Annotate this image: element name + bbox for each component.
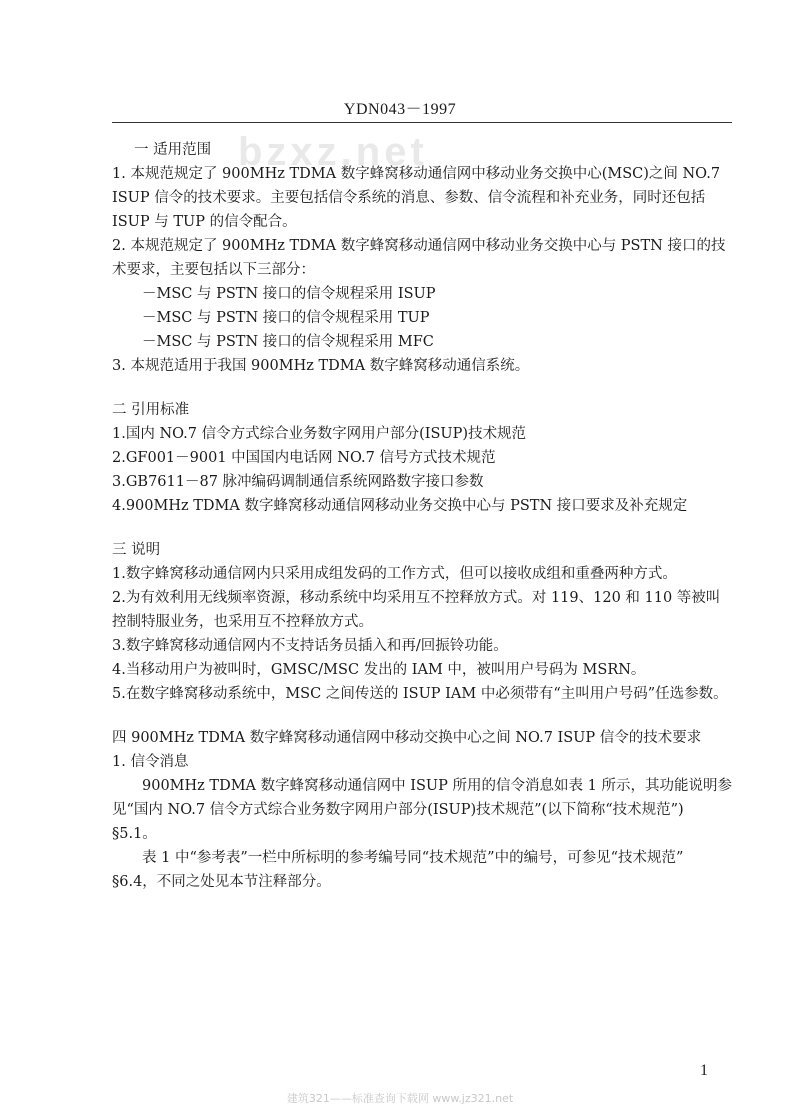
page-number: 1 xyxy=(700,1062,708,1079)
spacer xyxy=(112,378,732,398)
header-rule xyxy=(112,122,732,123)
section-2-title: 二 引用标准 xyxy=(112,402,190,418)
document-header: YDN043－1997 xyxy=(343,101,457,118)
note-item: 3.数字蜂窝移动通信网内不支持话务员插入和再/回振铃功能。 xyxy=(112,638,508,654)
reference-item: 2.GF001－9001 中国国内电话网 NO.7 信号方式技术规范 xyxy=(112,450,496,466)
section-1-paragraph-1: 1. 本规范规定了 900MHz TDMA 数字蜂窝移动通信网中移动业务交换中心(MSC)之间 NO.7 ISUP 信令的技术要求。主要包括信令系统的消息、参数、信令流程和补充业务，同时还包括 ISUP 与 TUP 的信令配合。 xyxy=(112,166,721,230)
section-4-paragraph-2: 表 1 中“参考表”一栏中所标明的参考编号同“技术规范”中的编号，可参见“技术规范” §6.4，不同之处见本节注释部分。 xyxy=(112,850,684,890)
footer-watermark: 建筑321——标准查询下载网 www.jz321.net xyxy=(286,1092,514,1105)
section-3-title: 三 说明 xyxy=(112,542,161,558)
reference-item: 4.900MHz TDMA 数字蜂窝移动通信网移动业务交换中心与 PSTN 接口要求及补充规定 xyxy=(112,498,688,514)
section-4-title: 四 900MHz TDMA 数字蜂窝移动通信网中移动交换中心之间 NO.7 ISUP 信令的技术要求 xyxy=(112,730,702,746)
section-4-subtitle: 1. 信令消息 xyxy=(112,754,189,770)
document-body xyxy=(112,138,732,894)
spacer xyxy=(112,518,732,538)
section-1-title: 一 适用范围 xyxy=(134,142,212,158)
section-1-bullet-1: －MSC 与 PSTN 接口的信令规程采用 ISUP xyxy=(142,286,436,302)
section-1-paragraph-2: 2. 本规范规定了 900MHz TDMA 数字蜂窝移动通信网中移动业务交换中心与 PSTN 接口的技术要求，主要包括以下三部分： xyxy=(112,238,726,278)
note-item: 1.数字蜂窝移动通信网内只采用成组发码的工作方式，但可以接收成组和重叠两种方式。 xyxy=(112,566,677,582)
note-item: 2.为有效利用无线频率资源，移动系统中均采用互不控释放方式。对 119、120 和 110 等被叫控制特服业务，也采用互不控释放方式。 xyxy=(112,590,721,630)
reference-item: 3.GB7611－87 脉冲编码调制通信系统网路数字接口参数 xyxy=(112,474,484,490)
reference-item: 1.国内 NO.7 信令方式综合业务数字网用户部分(ISUP)技术规范 xyxy=(112,426,527,442)
section-4-paragraph-1: 900MHz TDMA 数字蜂窝移动通信网中 ISUP 所用的信令消息如表 1 所示，其功能说明参见“国内 NO.7 信令方式综合业务数字网用户部分(ISUP)技术规范”(以下简称“技术规范”) §5.1。 xyxy=(112,778,732,842)
section-1-paragraph-3: 3. 本规范适用于我国 900MHz TDMA 数字蜂窝移动通信系统。 xyxy=(112,358,530,374)
section-1-bullet-3: －MSC 与 PSTN 接口的信令规程采用 MFC xyxy=(142,334,434,350)
watermark-text: bzxz.net xyxy=(238,130,428,174)
note-item: 5.在数字蜂窝移动系统中，MSC 之间传送的 ISUP IAM 中必须带有“主叫用户号码”任选参数。 xyxy=(112,686,728,702)
note-item: 4.当移动用户为被叫时，GMSC/MSC 发出的 IAM 中，被叫用户号码为 MSRN。 xyxy=(112,662,646,678)
spacer xyxy=(112,706,732,726)
section-1-bullet-2: －MSC 与 PSTN 接口的信令规程采用 TUP xyxy=(142,310,430,326)
